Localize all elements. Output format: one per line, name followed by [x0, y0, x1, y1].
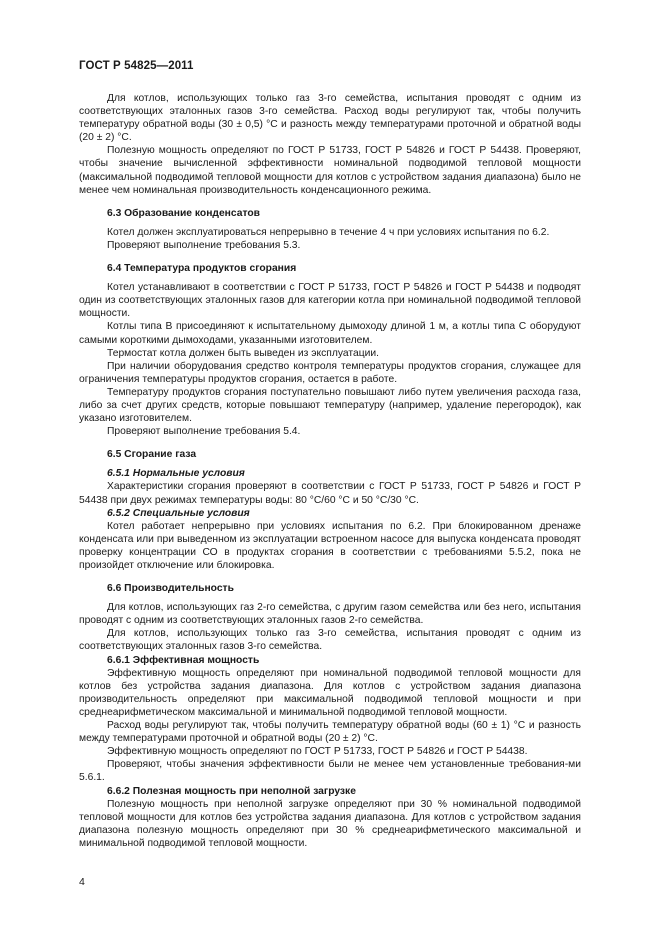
section-heading: 6.3 Образование конденсатов: [107, 207, 261, 219]
document-standard-id: ГОСТ Р 54825—2011: [79, 60, 194, 72]
section-gap: [79, 197, 581, 207]
body-paragraph: Проверяют выполнение требования 5.3.: [107, 239, 301, 251]
subsection-heading-italic: 6.5.2 Специальные условия: [107, 507, 250, 519]
subsection-heading: 6.6.1 Эффективная мощность: [107, 654, 260, 666]
body-paragraph: Температуру продуктов сгорания поступательно повышают либо путем увеличения расхода газа, либо за счет других средств, которые повышают температуру (например, удаление перегородок), как указано изготовителем.: [79, 386, 581, 425]
body-paragraph: Для котлов, использующих газ 2-го семейства, с другим газом семейства или без него, испытания проводят с одним из соответствующих эталонных газов 2-го семейства.: [79, 602, 581, 627]
subsection-heading-italic: 6.5.1 Нормальные условия: [107, 468, 245, 480]
body-paragraph: Котел работает непрерывно при условиях испытания по 6.2. При блокированном дренаже конденсата или при выведенном из эксплуатации встроенном насосе для выпуска конденсата проводят проверку концентрации СО в продуктах сгорания в соответствии с требованиями 5.5.2, пока не произойдет отключение или блокировка.: [79, 520, 581, 571]
section-gap: [79, 438, 581, 448]
subsection-heading: 6.6.2 Полезная мощность при неполной загрузке: [107, 785, 356, 797]
body-paragraph: Полезную мощность определяют по ГОСТ Р 51733, ГОСТ Р 54826 и ГОСТ Р 54438. Проверяют, чтобы значение вычисленной эффективности номинальной подводимой тепловой мощности (максимальной подводимой тепловой мощности для котлов с устройством задания диапазона) было не менее чем номинальная производительность конденсационного режима.: [79, 145, 581, 196]
body-paragraph: Котлы типа В присоединяют к испытательному дымоходу длиной 1 м, а котлы типа С оборудуют самыми короткими дымоходами, указанными изготовителем.: [79, 321, 581, 346]
section-gap: [79, 252, 581, 262]
body-paragraph: Полезную мощность при неполной загрузке определяют при 30 % номинальной подводимой тепловой мощности для котлов без устройства задания диапазона. Для котлов с устройством задания диапазона полезную мощность определяют при 30 % среднеарифметического максимальной и минимальной подводимой тепловой мощности.: [79, 798, 581, 849]
body-paragraph: Расход воды регулируют так, чтобы получить температуру обратной воды (60 ± 1) °С и разность между температурами проточной и обратной воды (20 ± 2) °С.: [79, 720, 581, 745]
page-number: 4: [79, 876, 85, 888]
body-paragraph: Для котлов, использующих только газ 3-го семейства, испытания проводят с одним из соответствующих эталонных газов 3-го семейства. Расход воды регулируют так, чтобы получить температуру обратной воды (30 ± 0,5) °С и разность между температурами проточной и обратной воды (20 ± 2) °С.: [79, 93, 581, 144]
body-paragraph: При наличии оборудования средство контроля температуры продуктов сгорания, служащее для ограничения температуры продуктов сгорания, остается в работе.: [79, 360, 581, 385]
body-paragraph: Проверяют, чтобы значения эффективности были не менее чем установленные требования-ми 5.6.1.: [79, 759, 581, 784]
section-heading: 6.4 Температура продуктов сгорания: [107, 263, 297, 275]
section-heading: 6.6 Производительность: [107, 583, 234, 595]
document-body: [79, 92, 581, 850]
section-heading: 6.5 Сгорание газа: [107, 449, 197, 461]
body-paragraph: Эффективную мощность определяют по ГОСТ Р 51733, ГОСТ Р 54826 и ГОСТ Р 54438.: [107, 746, 528, 758]
body-paragraph: Котел устанавливают в соответствии с ГОСТ Р 51733, ГОСТ Р 54826 и ГОСТ Р 54438 и подводят один из соответствующих эталонных газов для категории котла при номинальной подводимой тепловой мощности.: [79, 282, 581, 320]
section-gap: [79, 572, 581, 582]
body-paragraph: Проверяют выполнение требования 5.4.: [107, 426, 301, 438]
body-paragraph: Эффективную мощность определяют при номинальной подводимой тепловой мощности для котлов без устройства задания диапазона. Для котлов с устройством задания диапазона производительность определяют при максимальной подводимой тепловой мощности и при среднеарифметическом максимальной и минимальной подводимой тепловой мощности.: [79, 667, 581, 718]
body-paragraph: Котел должен эксплуатироваться непрерывно в течение 4 ч при условиях испытания по 6.2.: [107, 226, 550, 238]
body-paragraph: Термостат котла должен быть выведен из эксплуатации.: [107, 347, 379, 359]
body-paragraph: Характеристики сгорания проверяют в соответствии с ГОСТ Р 51733, ГОСТ Р 54826 и ГОСТ Р 54438 при двух режимах температуры воды: 80 °С/60 °С и 50 °С/30 °С.: [79, 481, 581, 506]
body-paragraph: Для котлов, использующих только газ 3-го семейства, испытания проводят с одним из соответствующих эталонных газов 3-го семейства.: [79, 628, 581, 653]
